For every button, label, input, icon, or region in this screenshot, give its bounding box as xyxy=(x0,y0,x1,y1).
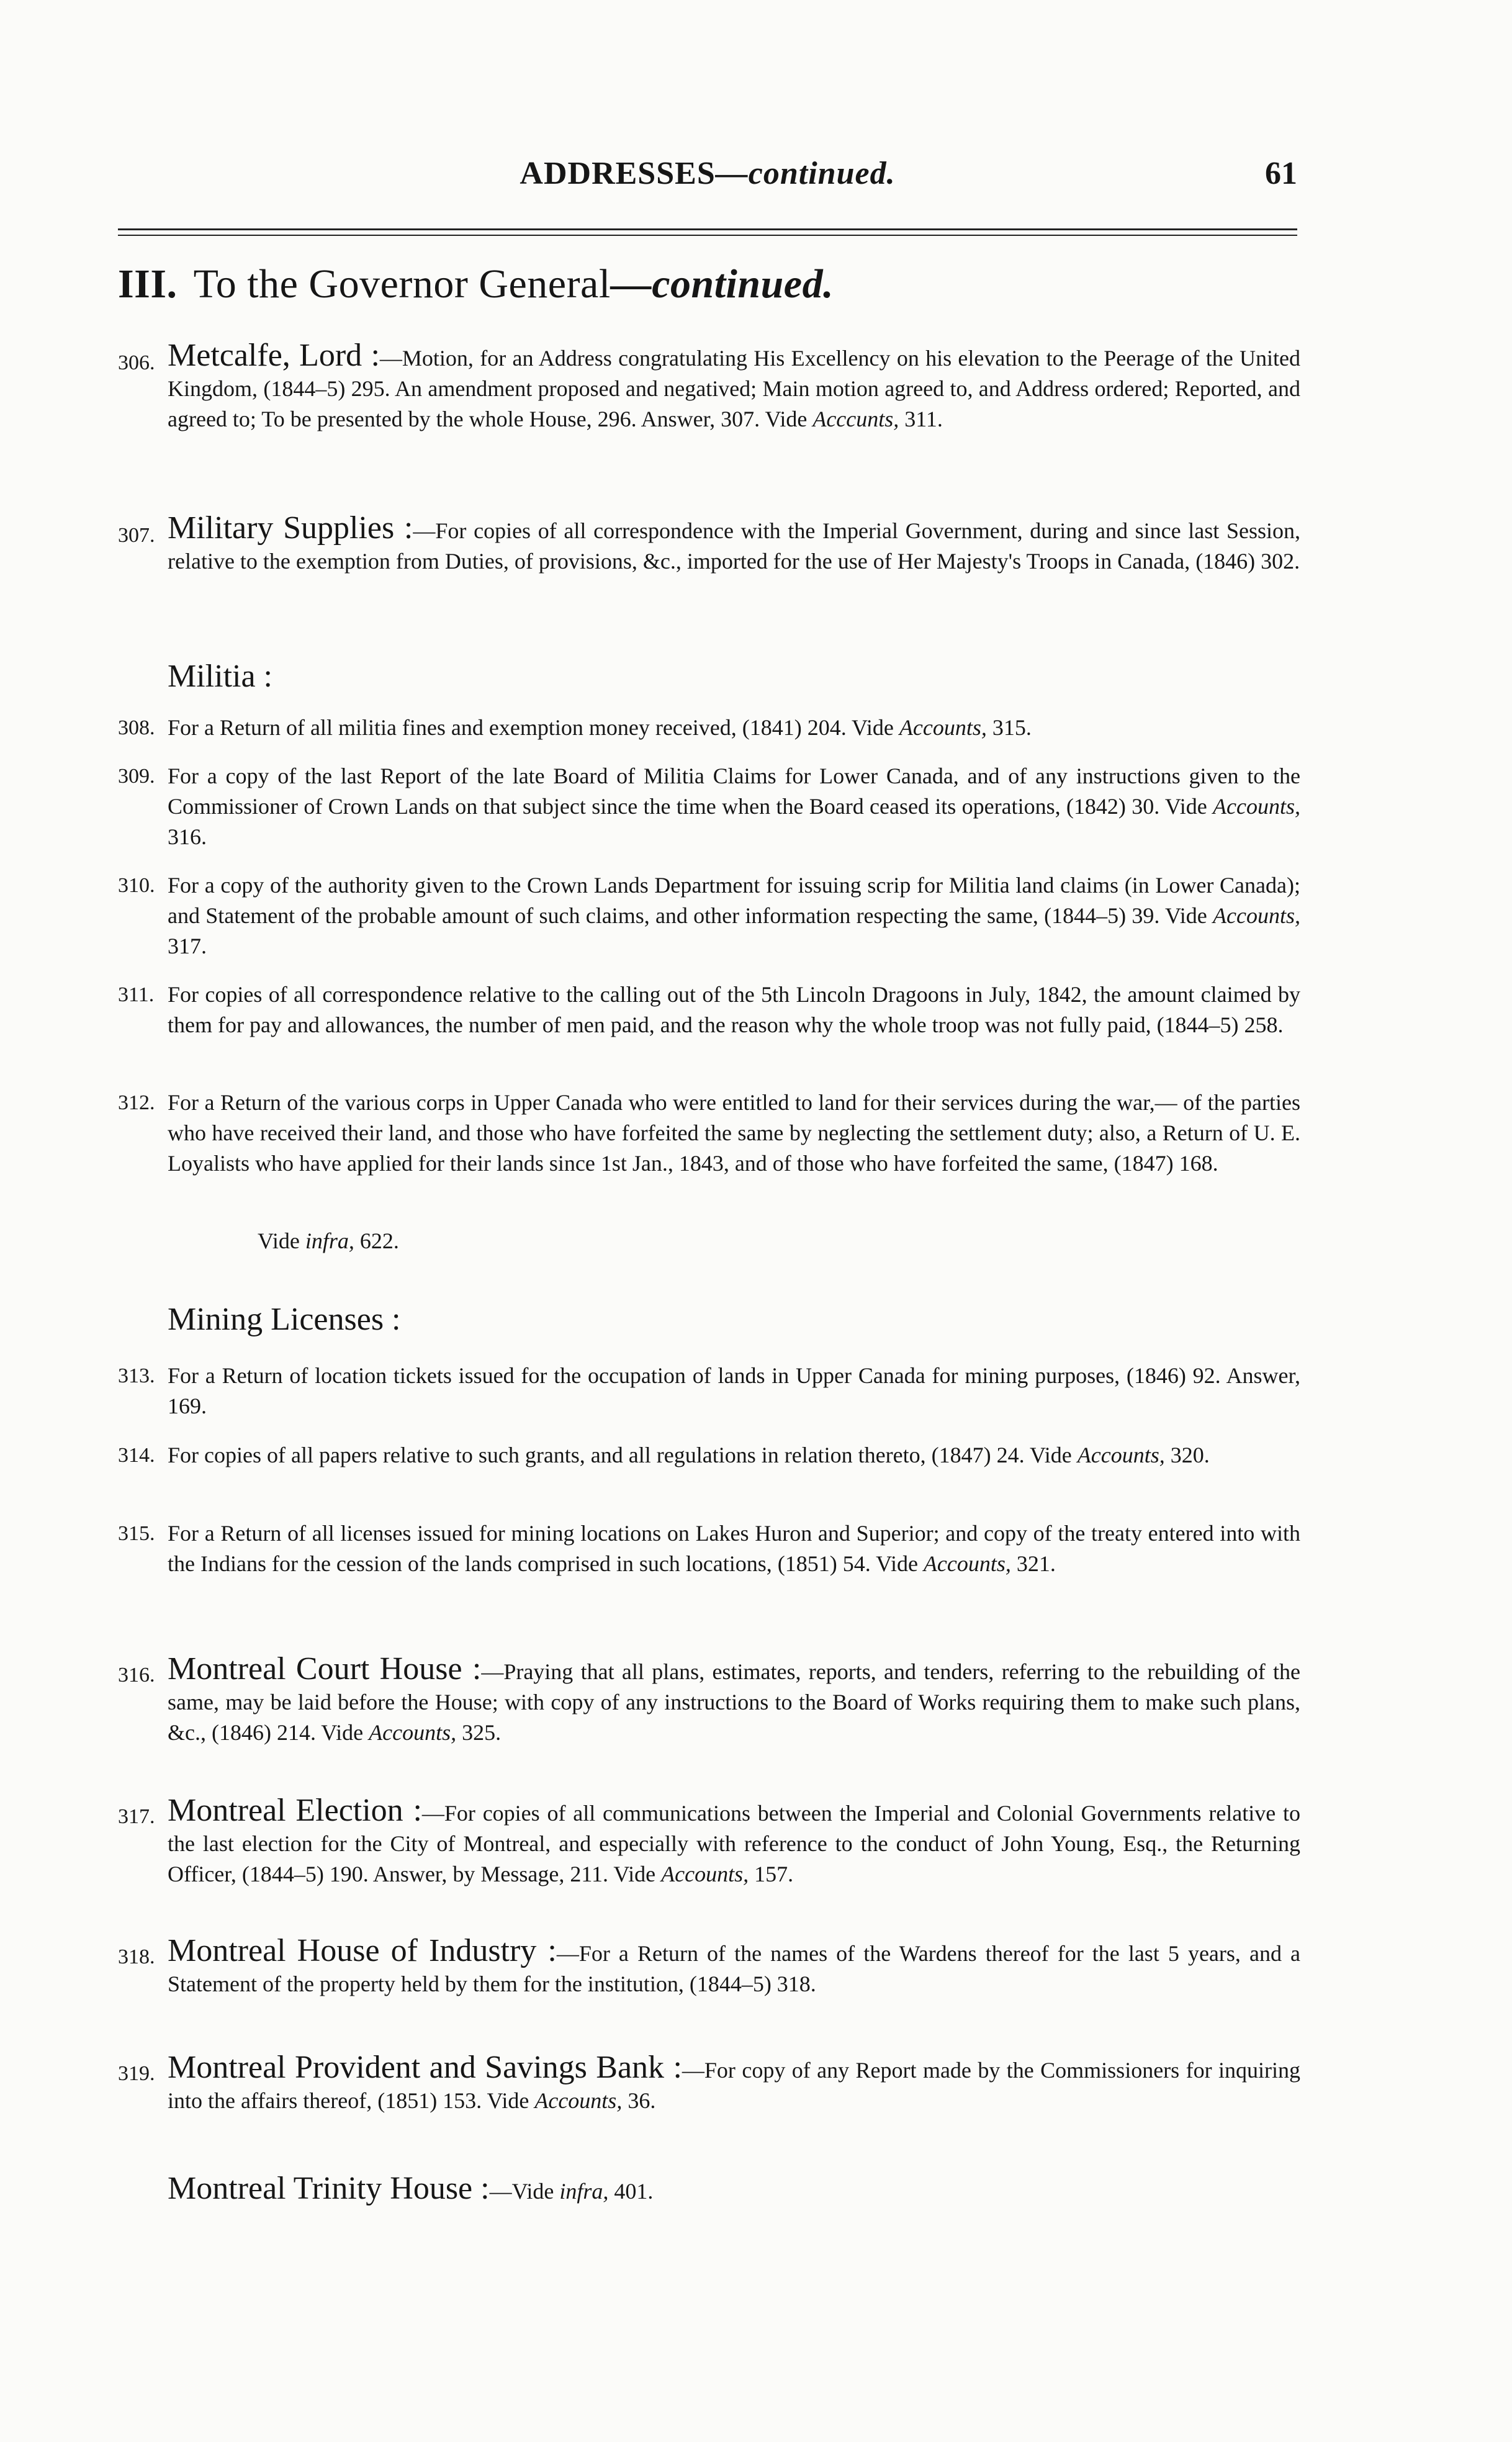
entry-number: 316. xyxy=(118,1664,155,1687)
entry-heading: Montreal Provident and Savings Bank : xyxy=(168,2050,682,2085)
entry-heading: Montreal Court House : xyxy=(168,1651,482,1687)
entry-text: For a copy of the authority given to the Crown Lands Department for issuing scrip for Militia land claims (in Lower Canada); and Statement of the probable amount of such claims, and other information respecting the same, (1844–5) 39. Vide xyxy=(168,873,1300,928)
entry-reference: Accounts, xyxy=(534,2088,623,2113)
entry-reference-page: 316. xyxy=(168,824,207,849)
running-head-title xyxy=(118,155,1297,192)
entry-306 xyxy=(118,340,1300,435)
entry-text: For a Return of location tickets issued for the occupation of lands in Upper Canada for mining purposes, (1846) 92. Answer, 169. xyxy=(168,1363,1300,1418)
running-head-title-text: ADDRESSES xyxy=(520,156,716,191)
entry-reference-page: 320. xyxy=(1164,1443,1210,1467)
entry-number: 315. xyxy=(118,1522,155,1545)
entry-text: For a copy of the last Report of the late Board of Militia Claims for Lower Canada, and of any instructions given to the Commissioner of Crown Lands on that subject since the time when the Board ceased its operations, (1842) 30. Vide xyxy=(168,764,1300,819)
entry-309 xyxy=(118,761,1300,852)
entry-number: 311. xyxy=(118,983,155,1006)
entry-body xyxy=(168,713,1300,743)
entry-reference-page: 325. xyxy=(456,1720,502,1745)
entry-body xyxy=(168,761,1300,852)
entry-text: For a Return of all licenses issued for mining locations on Lakes Huron and Superior; and copy of the treaty entered into with the Indians for the cession of the lands comprised in such locations, (1851) 54. Vide xyxy=(168,1521,1300,1576)
header-rule-bottom xyxy=(118,235,1297,236)
entry-reference: Accounts, xyxy=(661,1862,749,1886)
entry-heading: Metcalfe, Lord : xyxy=(168,338,380,373)
entry-reference-page: 321. xyxy=(1010,1551,1056,1576)
entry-heading: Military Supplies : xyxy=(168,510,413,546)
entry-body xyxy=(168,340,1300,435)
entry-body xyxy=(168,980,1300,1040)
entry-body xyxy=(168,1440,1300,1471)
entry-text: For a Return of the various corps in Upper Canada who were entitled to land for their services during the war,— of the parties who have received their land, and those who have forfeited the same by neglecting the settlement duty; also, a Return of U. E. Loyalists who have applied for their lands since 1st Jan., 1843, and of those who have forfeited the same, (1847) 168. xyxy=(168,1090,1300,1176)
entry-body xyxy=(168,870,1300,962)
entry-body xyxy=(168,1651,1300,1748)
entry-body xyxy=(168,510,1301,577)
entry-text: —Praying that all plans, estimates, reports, and tenders, referring to the rebuilding of the same, may be laid before the House; with copy of any instructions to the Board of Works requiring them to make such plans, &c., (1846) 214. Vide xyxy=(168,1659,1300,1745)
entry-reference-page: 311. xyxy=(899,407,943,431)
entry-316 xyxy=(118,1651,1300,1748)
entry-313 xyxy=(118,1361,1300,1421)
entry-310 xyxy=(118,870,1300,962)
entry-reference: Accounts, xyxy=(1077,1443,1165,1467)
entry-number: 306. xyxy=(118,351,155,374)
entry-body xyxy=(168,1088,1300,1179)
entry-text: —For copies of all communications between the Imperial and Colonial Governments relative to the last election for the City of Montreal, and especially with reference to the conduct of John Young, Esq., the Returning Officer, (1844–5) 190. Answer, by Message, 211. Vide xyxy=(168,1801,1300,1886)
entry-body xyxy=(168,1518,1300,1579)
entry-reference-page: 36. xyxy=(622,2088,656,2113)
entry-body xyxy=(168,2052,1300,2116)
section-title-suffix: —continued. xyxy=(610,261,834,307)
entry-text: For copies of all papers relative to such grants, and all regulations in relation thereto, (1847) 24. Vide xyxy=(168,1443,1078,1467)
entry-number: 314. xyxy=(118,1444,155,1467)
entry-reference-page: 157. xyxy=(749,1862,794,1886)
entry-307 xyxy=(118,510,1301,577)
entry-body xyxy=(168,1795,1300,1890)
entry-body xyxy=(168,1361,1300,1421)
entry-number: 317. xyxy=(118,1805,155,1828)
entry-text: —For a Return of the names of the Wardens thereof for the last 5 years, and a Statement of the property held by them for the institution, (1844–5) 318. xyxy=(168,1941,1301,1996)
entry-308 xyxy=(118,713,1300,743)
entry-text: For a Return of all militia fines and exemption money received, (1841) 204. Vide xyxy=(168,715,899,740)
militia-heading: Militia : xyxy=(168,659,272,694)
vide-prefix: Vide xyxy=(258,1228,305,1253)
vide-reference-page: 622. xyxy=(354,1228,399,1253)
entry-319 xyxy=(118,2052,1300,2116)
entry-315 xyxy=(118,1518,1300,1579)
header-rule-top xyxy=(118,228,1297,230)
entry-312-vide xyxy=(258,1228,399,1254)
entry-text: For copies of all correspondence relative to the calling out of the 5th Lincoln Dragoons in July, 1842, the amount claimed by them for pay and allowances, the number of men paid, and the reason why the whole troop was not fully paid, (1844–5) 258. xyxy=(168,982,1300,1037)
entry-reference-page: 401. xyxy=(608,2179,654,2204)
page-number: 61 xyxy=(1265,156,1297,191)
entry-text: —For copy of any Report made by the Commissioners for inquiring into the affairs thereof, (1851) 153. Vide xyxy=(168,2058,1300,2113)
vide-reference: infra, xyxy=(305,1228,354,1253)
running-head xyxy=(118,155,1297,205)
entry-number: 313. xyxy=(118,1364,155,1387)
entry-number: 307. xyxy=(118,524,155,547)
entry-heading: Montreal House of Industry : xyxy=(168,1933,557,1968)
entry-reference: Accounts, xyxy=(923,1551,1011,1576)
entry-body xyxy=(168,1935,1300,1999)
section-title-text: To the Governor General xyxy=(193,261,611,307)
entry-reference: infra, xyxy=(559,2179,609,2204)
entry-text: —For copies of all correspondence with the Imperial Government, during and since last Session, relative to the exemption from Duties, of provisions, &c., imported for the use of Her Majesty's Troops in Canada, (1846) 302. xyxy=(168,518,1301,574)
entry-reference-page: 317. xyxy=(168,934,207,958)
entry-text: —Motion, for an Address congratulating His Excellency on his elevation to the Peerage of the United Kingdom, (1844–5) 295. An amendment proposed and negatived; Main motion agreed to, and Address ordered; Reported, and agreed to; To be presented by the whole House, 296. Answer, 307. Vide xyxy=(168,346,1301,431)
section-numeral: III. xyxy=(118,261,178,307)
running-head-title-suffix: —continued. xyxy=(715,156,896,191)
entry-reference: Acccunts, xyxy=(812,407,899,431)
entry-312 xyxy=(118,1088,1300,1179)
entry-text: —Vide xyxy=(489,2179,560,2204)
mining-heading: Mining Licenses : xyxy=(168,1302,401,1337)
entry-reference: Accounts, xyxy=(369,1720,457,1745)
entry-number: 312. xyxy=(118,1091,155,1114)
entry-number: 309. xyxy=(118,765,155,788)
entry-number: 319. xyxy=(118,2062,155,2085)
entry-318 xyxy=(118,1935,1300,1999)
entry-number: 318. xyxy=(118,1945,155,1968)
entry-number: 308. xyxy=(118,716,155,739)
entry-reference-page: 315. xyxy=(986,715,1032,740)
entry-heading: Montreal Trinity House : xyxy=(168,2171,490,2206)
entry-number: 310. xyxy=(118,874,155,897)
entry-317 xyxy=(118,1795,1300,1890)
entry-reference: Accounts, xyxy=(1213,794,1300,819)
entry-heading: Montreal Election : xyxy=(168,1793,422,1828)
entry-314 xyxy=(118,1440,1300,1471)
section-title xyxy=(118,261,834,308)
entry-montreal-trinity-house xyxy=(168,2170,653,2207)
entry-reference: Accounts, xyxy=(899,715,987,740)
entry-311 xyxy=(118,980,1300,1040)
entry-reference: Accounts, xyxy=(1213,903,1300,928)
